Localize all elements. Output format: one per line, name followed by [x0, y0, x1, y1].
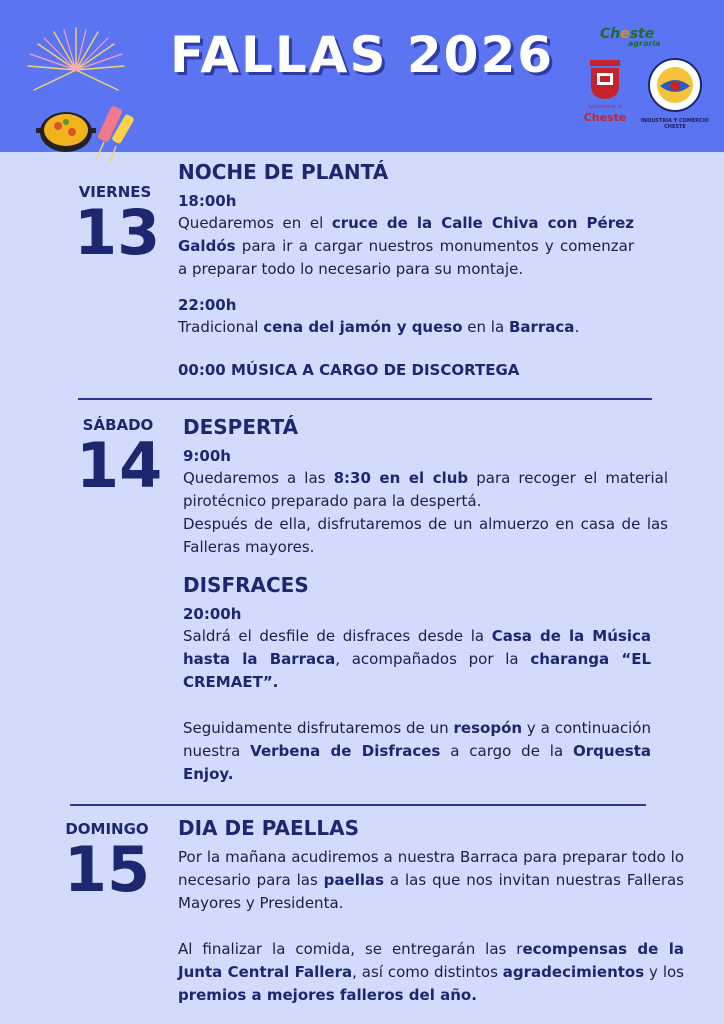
event-time: 9:00h — [183, 447, 231, 465]
day-sunday — [60, 820, 154, 906]
event-description: Tradicional cena del jamón y queso en la Barraca. — [178, 318, 580, 336]
event-description: Por la mañana acudiremos a nuestra Barraca para preparar todo lo necesario para las paellas a las que nos invitan nuestras Falleras Mayores y Presidenta. — [178, 848, 684, 912]
section-title: DESPERTÁ — [183, 415, 299, 439]
ayuntamiento-logo: Ayuntamiento de Cheste — [580, 58, 630, 124]
day-friday — [74, 183, 161, 269]
coat-of-arms-icon — [588, 58, 622, 100]
event-description: Después de ella, disfrutaremos de un almuerzo en casa de las Falleras mayores. — [183, 515, 668, 556]
day-name: DOMINGO — [65, 820, 149, 838]
music-announcement: 00:00 MÚSICA A CARGO DE DISCORTEGA — [178, 361, 520, 379]
friday-section — [178, 160, 634, 379]
rocket-icon — [96, 105, 135, 162]
page-title: FALLAS 2026 — [169, 26, 555, 84]
day-number: 13 — [74, 196, 161, 269]
event-description: Quedaremos en el cruce de la Calle Chiva con Pérez Galdós para ir a cargar nuestros monumentos y comenzar a preparar todo lo necesario para su montaje. — [178, 214, 634, 278]
day-number: 14 — [76, 429, 163, 502]
event-time: 20:00h — [183, 605, 242, 623]
industria-comercio-logo: INDUSTRIA Y COMERCIO CHESTE — [640, 56, 710, 130]
event-description: Saldrá el desfile de disfraces desde la Casa de la Música hasta la Barraca, acompañados por la charanga “EL CREMAET”. — [183, 627, 651, 691]
paella-icon — [36, 112, 96, 152]
day-number: 15 — [63, 833, 151, 906]
section-title: DIA DE PAELLAS — [178, 816, 360, 840]
day-name: VIERNES — [78, 183, 152, 201]
association-seal-icon — [646, 56, 704, 114]
day-saturday — [76, 416, 163, 502]
event-description: Seguidamente disfrutaremos de un resopón y a continuación nuestra Verbena de Disfraces a cargo de la Orquesta Enjoy. — [183, 719, 651, 783]
event-time: 18:00h — [178, 192, 237, 210]
event-description: Quedaremos a las 8:30 en el club para recoger el material pirotécnico preparado para la despertá. — [183, 469, 669, 510]
event-description: Al finalizar la comida, se entregarán las recompensas de la Junta Central Fallera, así como distintos agradecimientos y los premios a mejores falleros del año. — [178, 940, 684, 1004]
section-divider — [78, 398, 652, 400]
cheste-agraria-logo: Cheste agraria — [600, 26, 661, 48]
section-title: NOCHE DE PLANTÁ — [178, 160, 389, 184]
day-name: SÁBADO — [82, 416, 154, 434]
sunday-section — [178, 816, 684, 1007]
header-banner — [0, 0, 724, 152]
section-title: DISFRACES — [183, 573, 309, 597]
section-divider — [70, 804, 646, 806]
event-time: 22:00h — [178, 296, 237, 314]
saturday-section — [183, 415, 668, 786]
